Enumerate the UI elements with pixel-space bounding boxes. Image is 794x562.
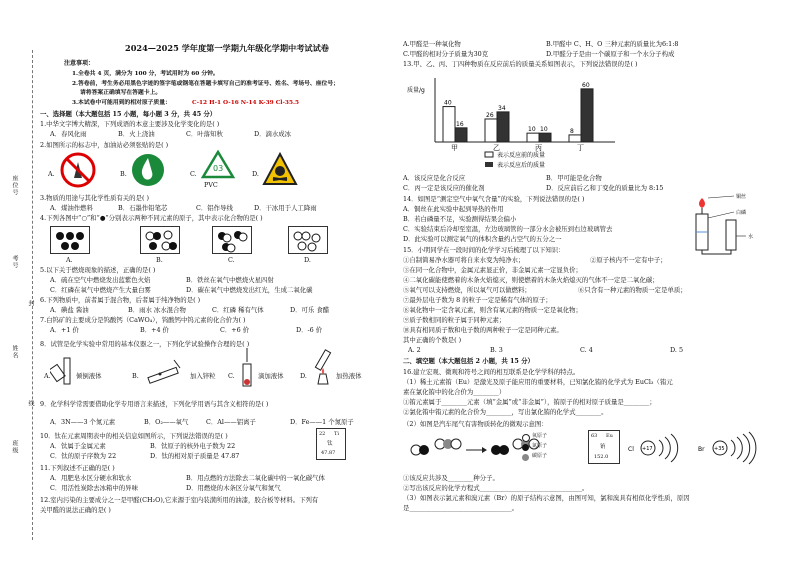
ti-number: 22 xyxy=(319,431,326,437)
q11-opt-b: B．用点燃的方法除去二氧化碳中的一氧化碳气体 xyxy=(186,474,325,482)
eu-symbol: Eu xyxy=(606,433,613,439)
q13-opt-b: B．甲可能是化合物 xyxy=(546,174,602,182)
q3-opt-b: B．石墨作铅笔芯 xyxy=(118,204,168,212)
q9-opt-d: D．Fe——1 个氮原子 xyxy=(290,418,354,426)
q8-opt-d: D. xyxy=(300,372,307,380)
q4-box-b xyxy=(140,226,180,254)
q13-stem: 13.甲、乙、丙、丁四种物质在反应前后的质量关系如图表示，下列说法错误的是( ) xyxy=(403,60,638,68)
bohr-diagrams xyxy=(626,428,786,468)
legend-oxygen: 氧原子 xyxy=(532,433,548,439)
q10-opt-c: C．钛的原子序数为 22 xyxy=(50,452,117,460)
br-nucleus: +35 xyxy=(714,446,725,452)
section1-heading: 一、选择题（本大题包括 15 小题，每小题 3 分，共 45 分） xyxy=(40,110,217,118)
q14-stem: 14．如图是“测定空气中氧气含量”的实验，下列说法错误的是( ) xyxy=(403,195,585,203)
note-2: 2.答卷前，考生务必用黑色字迹的签字笔或钢笔在答题卡填写自己的准考证号、姓名、考场号、座位号； xyxy=(72,81,339,87)
q9-stem: 9．化学科学常需要借助化学专用语言来描述，下列化学用语与其含义相符的是( ) xyxy=(40,400,269,408)
q11-opt-c: C．用活性炭除去冰箱中的异味 xyxy=(50,484,138,492)
q11-opt-a: A．用肥皂水区分硬水和软水 xyxy=(50,474,132,482)
q2-label-c: C. xyxy=(190,170,197,178)
binding-line xyxy=(32,50,33,540)
no-fire-sign-icon xyxy=(60,152,96,188)
legend-carbon: 碳原子 xyxy=(532,453,548,459)
q4-label-a: A. xyxy=(66,256,73,264)
q7-stem: 7.白钨矿的主要成分是钨酸钙（CaWO₄），钨酸钙中钨元素的化合价为( ) xyxy=(40,316,246,324)
section2-heading: 二、填空题（本大题包括 2 小题，共 15 分） xyxy=(403,357,534,365)
q16-stem: 16.建立宏观、微观和符号之间的相互联系是化学学科的特点。 xyxy=(403,368,580,376)
q15-item-5: ⑤氧气可以支持燃烧，所以氧气可以做燃料； xyxy=(403,286,531,294)
bar-2-0 xyxy=(527,133,539,142)
q5-stem: 5.以下关于燃烧现象的描述，正确的是( ) xyxy=(40,266,156,274)
q12-opt-a: A.甲醛是一种氧化物 xyxy=(403,40,461,48)
ti-mass: 47.87 xyxy=(321,450,336,456)
q12-stem-2: 关甲醛的说法正确的是( ) xyxy=(40,506,111,514)
category-label-0: 甲 xyxy=(451,144,458,152)
q5-opt-a: A．硫在空气中燃烧发出蓝紫色火焰 xyxy=(50,276,151,284)
oxygen-apparatus-diagram xyxy=(690,192,760,256)
legend-after-swatch xyxy=(485,162,493,167)
q8-opt-b-text: 加入锌粒 xyxy=(190,372,216,380)
drip-liquid-icon xyxy=(236,346,258,388)
q8-opt-b: B. xyxy=(132,372,139,380)
eu-element-cell xyxy=(588,430,620,464)
q13-opt-d: D．反应前后乙和丁变化的质量比为 8:15 xyxy=(546,184,664,192)
q16-fill-1: ①铕元素属于________元素（填“金属”或“非金属”），铕原子的相对原子质量是________； xyxy=(403,398,656,406)
water-save-sign-icon xyxy=(130,152,166,188)
q12-opt-d: D.甲醛分子是由一个碳原子和一个水分子构成 xyxy=(546,50,675,58)
bar-value-label-3-1: 60 xyxy=(582,81,590,89)
legend-before: 表示反应前的质量 xyxy=(497,152,546,159)
q15-item-2: ②原子核内不一定有中子； xyxy=(590,256,667,264)
pvc-label: PVC xyxy=(204,181,218,189)
water-label: 水 xyxy=(748,234,754,240)
recycle-number: 03 xyxy=(213,164,224,173)
br-symbol: Br xyxy=(698,446,705,453)
nitrogen-atom-swatch xyxy=(522,444,529,451)
q12-stem: 12.室内污染的主要成分之一是甲醛(CH₂O),它来源于室内装潢所用的油漆，胶合板等材料。下列有 xyxy=(40,496,319,504)
bar-0-0 xyxy=(443,107,455,142)
q15-opt-d: D. 5 xyxy=(670,346,684,354)
q1-opt-a: A．春风化雨 xyxy=(50,130,87,138)
cl-symbol: Cl xyxy=(628,446,634,453)
q8-stem: 8．试管是化学实验中常用的基本仪器之一，下列化学试验操作合理的是( ) xyxy=(40,340,250,348)
q15-opt-b: B. 3 xyxy=(490,346,503,354)
q3-opt-d: D．干冰用于人工降雨 xyxy=(254,204,317,212)
category-label-2: 丙 xyxy=(535,144,542,152)
q15-item-10: ⑩具有相同质子数和电子数的两种粒子一定是同种元素。 xyxy=(403,326,563,334)
eu-mass: 152.0 xyxy=(594,454,609,460)
q9-opt-c: C．Al——铝离子 xyxy=(206,418,256,426)
q14-opt-b: B．若白磷量不足，实验测得结果会偏小 xyxy=(403,215,517,223)
q15-item-4: ④二氧化碳能使燃着的木条火焰熄灭，则使燃着的木条火焰熄灭的气体不一定是二氧化碳； xyxy=(403,276,659,284)
seal-char: 封 xyxy=(27,300,34,307)
q4-label-b: B. xyxy=(156,256,163,264)
q6-opt-d: D．可乐 食醋 xyxy=(290,306,330,314)
legend-before-swatch xyxy=(485,152,493,157)
oxygen-atom-swatch xyxy=(522,434,530,442)
q8-opt-c: C. xyxy=(228,372,235,380)
bar-value-label-3-0: 8 xyxy=(570,127,574,135)
atomic-masses: C-12 H-1 O-16 N-14 K-39 Cl-35.5 xyxy=(192,100,300,106)
q5-opt-d: D．碳在氧气中燃烧发出红光，生成二氧化碳 xyxy=(186,286,313,294)
ti-name: 钛 xyxy=(327,441,333,447)
pour-liquid-icon xyxy=(50,354,76,388)
q16-1b: 素在氯化铕中的化合价为________） xyxy=(403,388,506,396)
q10-opt-d: D．钛的相对原子质量是 47.87 xyxy=(150,452,240,460)
q2-stem: 2.如图所示的标志中，加油站必须张贴的是( ) xyxy=(40,141,169,149)
q16-fill-2: ②氯化铕中铕元素的化合价为________，写出氯化铕的化学式________。 xyxy=(403,408,608,416)
q5-opt-b: B．铁丝在氧气中燃烧火星四射 xyxy=(186,276,274,284)
eu-name: 铕 xyxy=(600,444,606,450)
q15-item-3: ③在同一化合物中，金属元素显正价，非金属元素一定显负价； xyxy=(403,266,582,274)
q16-item-3: （3）如图表示氯元素和溴元素（Br）的原子结构示意图，由图可知，氯和溴具有相似化学性质，原因 xyxy=(403,494,690,502)
q16-2: （2）如图是汽车尾气有害物质转化的微观示意图： xyxy=(403,420,548,428)
category-label-3: 丁 xyxy=(577,144,584,152)
q8-opt-d-text: 加热液体 xyxy=(336,372,362,380)
notes-title: 注意事项： xyxy=(64,60,95,67)
q15-item-6: ⑥只含有一种元素的物质一定是单质； xyxy=(578,286,687,294)
q1-stem: 1.中华文字博大精深，下列成语的本意主要涉及化学变化的是( ) xyxy=(40,120,220,128)
q16-item-4: 是________________________________。 xyxy=(403,504,519,512)
q11-stem: 11.下列叙述不正确的是( ) xyxy=(40,464,115,472)
q3-stem: 3.物质的用途与其化学性质有关的是( ) xyxy=(40,194,149,202)
q4-label-c: C. xyxy=(228,256,235,264)
q15-opt-a: A. 2 xyxy=(408,346,421,354)
q14-opt-c: C．实验结束后冷却至室温，左边玻璃管的一部分水会被压到右边玻璃管去 xyxy=(403,225,613,233)
q15-item-9: ⑨质子数相同的粒子属于同种元素； xyxy=(403,316,506,324)
q16-item-2: ②写出该反应的化学方程式________________________________。 xyxy=(403,484,589,492)
category-label-1: 乙 xyxy=(493,144,500,152)
q8-opt-a-text: 倾倒液体 xyxy=(76,372,102,380)
q4-box-d xyxy=(288,226,328,254)
page-title: 2024—2025 学年度第一学期九年级化学期中考试试卷 xyxy=(125,43,329,53)
q1-opt-c: C．叶落知秋 xyxy=(186,130,223,138)
bar-0-1 xyxy=(455,128,467,142)
note-2b: 请将答案正确填写在答题卡上。 xyxy=(80,90,162,96)
bar-3-1 xyxy=(581,89,593,142)
q10-stem: 10．钛在元素周期表中的相关信息如图所示，下列说法错误的是( ) xyxy=(40,432,228,440)
note-3: 3.本试卷中可能用到的相对原子质量： xyxy=(72,100,171,106)
q16-item-1: ①该反应共涉及________种分子。 xyxy=(403,474,499,482)
q16-1: （1）稀土元素铕（Eu）是激光及原子能应用的重要材料，已知氯化铕的化学式为 EuCl₃（铕元 xyxy=(403,378,673,386)
q2-label-a: A. xyxy=(48,170,55,178)
toxic-sign-icon xyxy=(262,152,298,186)
copper-wire-label: 铜丝 xyxy=(736,194,747,200)
q8-opt-c-text: 滴加液体 xyxy=(258,372,284,380)
q13-opt-c: C．丙一定是该反应的催化剂 xyxy=(403,184,485,192)
q9-opt-a: A．3N——3 个氮元素 xyxy=(50,418,116,426)
reaction-diagram xyxy=(404,430,574,472)
exam-number-label: 考号 xyxy=(11,255,18,269)
q1-opt-d: D．滴水成冰 xyxy=(254,130,292,138)
line-char: 线 xyxy=(27,400,34,407)
mass-bar-chart xyxy=(405,72,625,172)
ti-symbol: Ti xyxy=(334,431,339,437)
q11-opt-d: D．用燃烧的木条区分氧气和氮气 xyxy=(186,484,281,492)
q6-opt-c: C．红磷 稀有气体 xyxy=(212,306,264,314)
q4-box-c xyxy=(212,226,252,254)
note-1: 1.全卷共 4 页，满分为 100 分，考试用时为 60 分钟。 xyxy=(72,71,219,77)
heat-liquid-icon xyxy=(308,346,338,386)
q4-box-a xyxy=(50,226,90,254)
q14-opt-d: D．此实验可以测定氧气的体积含量约占空气的五分之一 xyxy=(403,235,562,243)
q2-label-b: B. xyxy=(120,170,127,178)
cl-nucleus: +17 xyxy=(642,446,653,452)
q15-opt-c: C. 4 xyxy=(580,346,593,354)
q15-item-1: ①自制简易净水器可将自来水变为纯净水； xyxy=(403,256,525,264)
q4-stem: 4.下列各图中“○”和“●”分别表示两种不同元素的原子，其中表示化合物的是( ) xyxy=(40,214,263,222)
name-label: 姓名 xyxy=(11,345,18,359)
q14-opt-a: A．铜丝在此实验中起到导热的作用 xyxy=(403,205,504,213)
q6-stem: 6.下列物质中，前者属于混合物，后者属于纯净物的是( ) xyxy=(40,296,201,304)
carbon-atom-swatch xyxy=(522,454,529,461)
q6-opt-a: A．碘盐 酱油 xyxy=(50,306,89,314)
q7-opt-b: B．+4 价 xyxy=(140,326,169,334)
q15-stem: 15．小明同学在一段时间的化学学习后梳理了以下知识： xyxy=(403,246,565,254)
add-zinc-icon xyxy=(144,352,184,386)
class-label: 班级 xyxy=(11,440,18,454)
q12-opt-c: C.甲醛的相对分子质量为30克 xyxy=(403,50,489,58)
bar-value-label-0-0: 40 xyxy=(444,99,452,107)
q3-opt-a: A．煤油作燃料 xyxy=(50,204,93,212)
q1-opt-b: B．火上浇油 xyxy=(118,130,155,138)
bar-value-label-2-0: 10 xyxy=(528,126,536,134)
q7-opt-d: D．-6 价 xyxy=(296,326,323,334)
q10-opt-b: B．钛原子的核外电子数为 22 xyxy=(150,442,236,450)
q15-item-7: ⑦最外层电子数为 8 的粒子一定是稀有气体的原子； xyxy=(403,296,552,304)
bar-2-1 xyxy=(539,133,551,142)
bar-value-label-1-1: 34 xyxy=(498,104,506,112)
q5-opt-c: C．红磷在氧气中燃烧产生大量白雾 xyxy=(50,286,151,294)
chart-ylabel: 质量/g xyxy=(407,87,425,94)
q15-item-8: ⑧氧化物中一定含氧元素，则含有氧元素的物质一定是氧化物； xyxy=(403,306,582,314)
q9-opt-b: B．O₂——氧气 xyxy=(144,418,189,426)
q15-ask: 其中正确的个数是( ) xyxy=(403,336,462,344)
q12-opt-b: B.甲醛中 C、H、O 三种元素的质量比为6:1:8 xyxy=(546,40,679,48)
q3-opt-c: C．铝作导线 xyxy=(196,204,233,212)
bar-1-1 xyxy=(497,112,509,142)
q10-opt-a: A．钛属于金属元素 xyxy=(50,442,106,450)
q6-opt-b: B．雨水 冰水混合物 xyxy=(128,306,186,314)
bar-value-label-0-1: 16 xyxy=(456,120,464,128)
eu-number: 63 xyxy=(591,433,598,439)
q7-opt-c: C．+6 价 xyxy=(220,326,250,334)
bar-value-label-1-0: 26 xyxy=(486,111,494,119)
q8-opt-a: A. xyxy=(44,372,51,380)
bar-3-0 xyxy=(569,135,581,142)
legend-nitrogen: 氮原子 xyxy=(532,443,548,449)
white-phosphorus-label: 白磷 xyxy=(736,210,747,216)
q4-label-d: D. xyxy=(304,256,311,264)
q2-label-d: D. xyxy=(252,170,259,178)
recycle-sign-icon xyxy=(200,150,236,180)
legend-after: 表示反应后的质量 xyxy=(497,162,546,169)
seat-label: 座位号 xyxy=(11,175,18,196)
q13-opt-a: A．该反应是化合反应 xyxy=(403,174,466,182)
ti-element-cell xyxy=(316,428,346,460)
q7-opt-a: A．+1 价 xyxy=(50,326,79,334)
bar-value-label-2-1: 10 xyxy=(540,126,548,134)
bar-1-0 xyxy=(485,119,497,142)
